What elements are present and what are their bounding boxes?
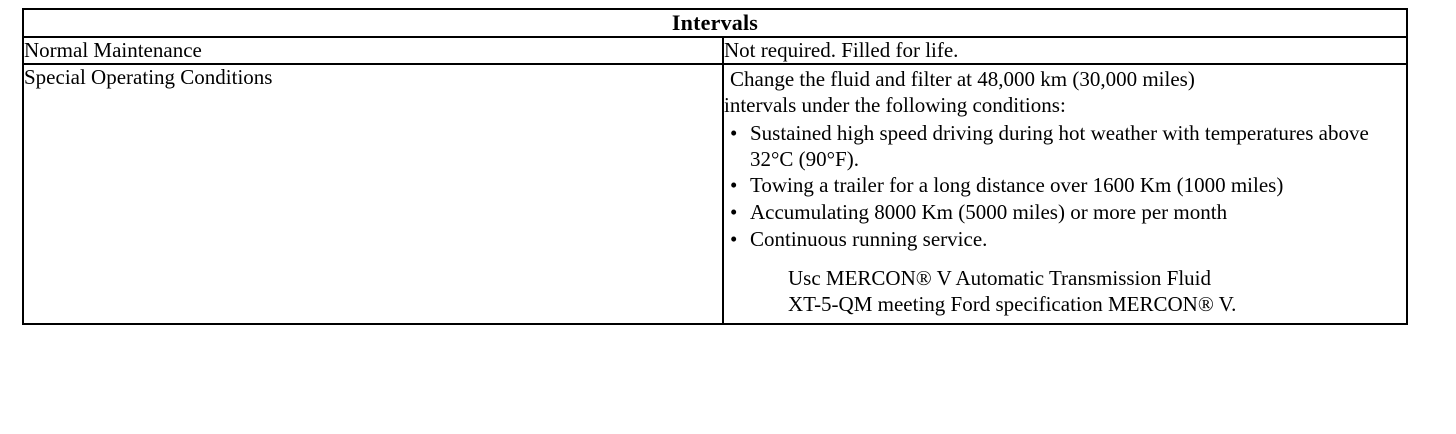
intro-line-2: intervals under the following conditions: bbox=[724, 92, 1066, 117]
note-line-1: Usc MERCON® V Automatic Transmission Fluid bbox=[788, 266, 1211, 291]
intro-line-1: Change the fluid and filter at 48,000 km (30,000 miles) bbox=[730, 67, 1195, 91]
note-line-2: XT-5-QM meeting Ford specification MERCON® V. bbox=[788, 291, 1237, 316]
list-item-text: Towing a trailer for a long distance over 1600 Km (1000 miles) bbox=[750, 173, 1284, 198]
row-label-special-operating-conditions: Special Operating Conditions bbox=[23, 64, 723, 324]
table-row bbox=[23, 64, 1407, 324]
list-item bbox=[724, 200, 1406, 226]
list-item-text: Accumulating 8000 Km (5000 miles) or more per month bbox=[750, 200, 1228, 225]
list-item bbox=[724, 227, 1406, 253]
conditions-list bbox=[724, 121, 1406, 252]
intervals-table-container bbox=[22, 8, 1408, 325]
row-value-normal-maintenance: Not required. Filled for life. bbox=[723, 37, 1407, 64]
table-row bbox=[23, 37, 1407, 64]
table-title: Intervals bbox=[23, 9, 1407, 37]
bullet-icon: • bbox=[730, 121, 738, 146]
fluid-specification-note bbox=[788, 266, 1406, 317]
table-header-row bbox=[23, 9, 1407, 37]
list-item bbox=[724, 173, 1406, 199]
list-item bbox=[724, 121, 1406, 172]
bullet-icon: • bbox=[730, 200, 738, 225]
row-label-normal-maintenance: Normal Maintenance bbox=[23, 37, 723, 64]
list-item-text: Continuous running service. bbox=[750, 226, 988, 251]
bullet-icon: • bbox=[730, 226, 738, 251]
bullet-icon: • bbox=[730, 173, 738, 198]
intro-text bbox=[724, 67, 1406, 118]
list-item-text: Sustained high speed driving during hot weather with temperatures above 32°C (90°F). bbox=[750, 121, 1369, 171]
row-value-special-operating-conditions bbox=[723, 64, 1407, 324]
intervals-table bbox=[22, 8, 1408, 325]
